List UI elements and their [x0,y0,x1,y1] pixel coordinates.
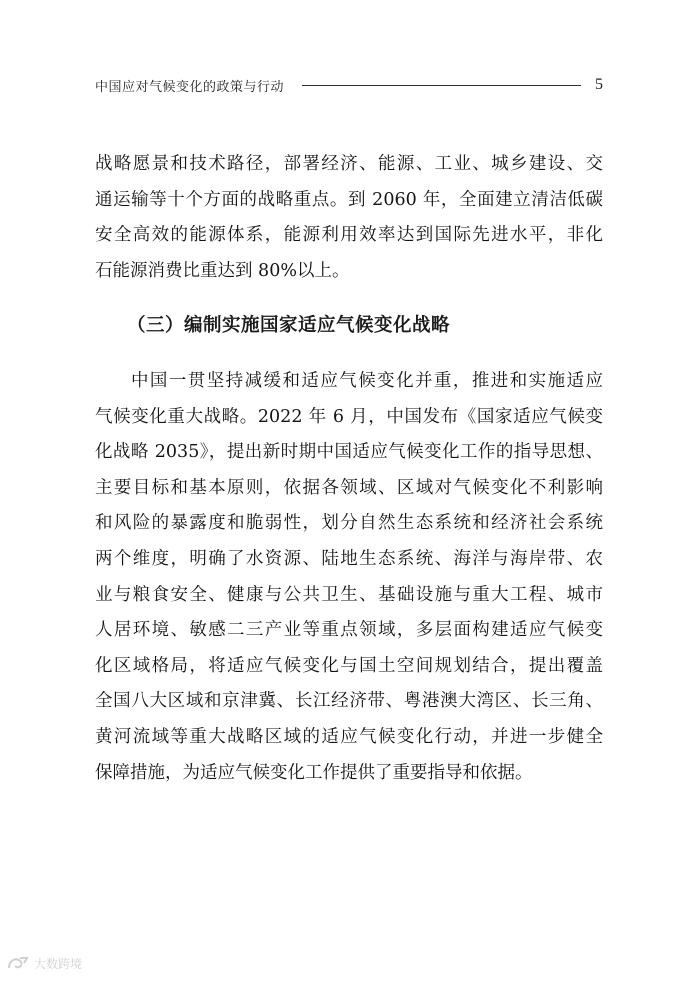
text-line: 人居环境、敏感二三产业等重点领域，多层面构建适应气候变 [95,620,603,641]
paragraph-adaptation-strategy [95,364,603,791]
text-line: 保障措施，为适应气候变化工作提供了重要指导和依据。 [95,762,533,783]
text-line: 业与粮食安全、健康与公共卫生、基础设施与重大工程、城市 [95,584,603,605]
header-title: 中国应对气候变化的政策与行动 [95,79,285,95]
brand-logo-icon [6,954,30,972]
text-line: 石能源消费比重达到 80%以上。 [95,260,350,281]
running-header [95,73,603,97]
section-heading: （三）编制实施国家适应气候变化战略 [127,315,451,336]
text-line: 和风险的暴露度和脆弱性，划分自然生态系统和经济社会系统 [95,513,603,534]
page-number: 5 [595,76,603,93]
text-line: 战略愿景和技术路径，部署经济、能源、工业、城乡建设、交 [95,154,603,174]
text-line: 化区域格局，将适应气候变化与国土空间规划结合，提出覆盖 [95,655,603,676]
text-line: 两个维度，明确了水资源、陆地生态系统、海洋与海岸带、农 [95,548,603,569]
text-line: 全国八大区域和京津冀、长江经济带、粤港澳大湾区、长三角、 [95,691,603,712]
watermark-text: 大数跨境 [34,956,83,971]
text-line: 主要目标和基本原则，依据各领域、区域对气候变化不利影响 [95,477,603,498]
text-line: 安全高效的能源体系，能源利用效率达到国际先进水平，非化 [95,225,603,246]
header-rule [302,85,581,86]
text-line: 中国一贯坚持减缓和适应气候变化并重，推进和实施适应 [131,371,603,391]
text-line: 通运输等十个方面的战略重点。到 2060 年，全面建立清洁低碳 [95,189,603,210]
watermark [6,954,82,972]
text-line: 黄河流域等重大战略区域的适应气候变化行动，并进一步健全 [95,726,603,747]
text-line: 化战略 2035》，提出新时期中国适应气候变化工作的指导思想、 [95,442,603,463]
text-line: 气候变化重大战略。2022 年 6 月，中国发布《国家适应气候变 [95,406,603,427]
paragraph-energy-strategy [95,147,603,289]
